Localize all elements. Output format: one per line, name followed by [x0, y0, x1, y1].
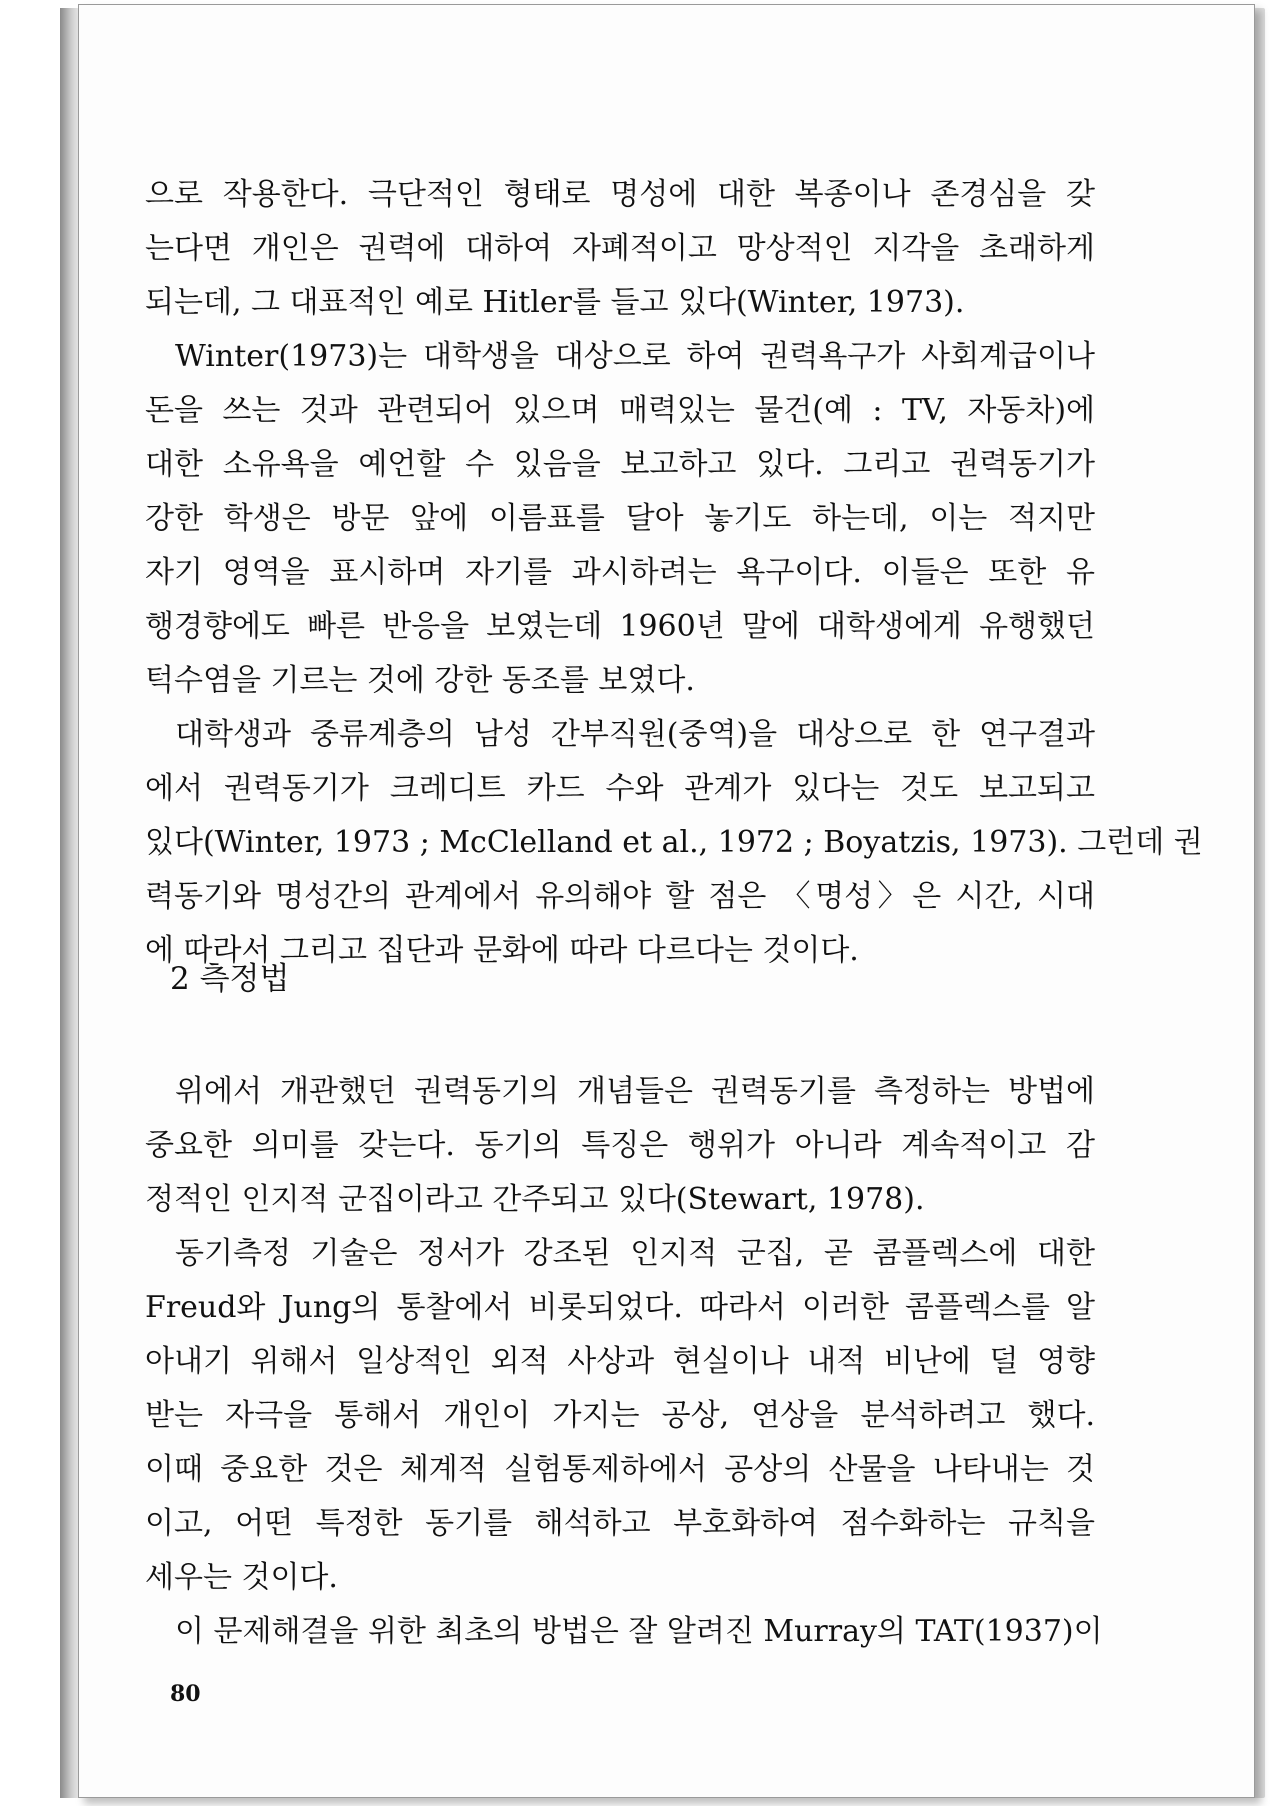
paragraph-block-2: [145, 1065, 1103, 1659]
text-line: 턱수염을 기르는 것에 강한 동조를 보였다.: [145, 663, 695, 698]
text-line: 이고, 어떤 특정한 동기를 해석하고 부호화하여 점수화하는 규칙을: [145, 1506, 1095, 1541]
text-line: 이 문제해결을 위한 최초의 방법은 잘 알려진 Murray의 TAT(1937)이: [175, 1614, 1103, 1649]
text-line: Winter(1973)는 대학생을 대상으로 하여 권력욕구가 사회계급이나: [175, 339, 1095, 374]
text-line: 행경향에도 빠른 반응을 보였는데 1960년 말에 대학생에게 유행했던: [145, 609, 1095, 644]
text-line: 에서 권력동기가 크레디트 카드 수와 관계가 있다는 것도 보고되고: [145, 771, 1095, 806]
page-edge: [60, 8, 78, 1798]
text-line: 있다(Winter, 1973 ; McClelland et al., 1972 ; Boyatzis, 1973). 그런데 권: [145, 825, 1203, 860]
text-line: 정적인 인지적 군집이라고 간주되고 있다(Stewart, 1978).: [145, 1182, 925, 1217]
text-line: 받는 자극을 통해서 개인이 가지는 공상, 연상을 분석하려고 했다.: [145, 1398, 1095, 1433]
text-line: 중요한 의미를 갖는다. 동기의 특징은 행위가 아니라 계속적이고 감: [145, 1128, 1095, 1163]
text-line: 으로 작용한다. 극단적인 형태로 명성에 대한 복종이나 존경심을 갖: [145, 177, 1095, 212]
text-line: 세우는 것이다.: [145, 1560, 338, 1595]
text-line: 대한 소유욕을 예언할 수 있음을 보고하고 있다. 그리고 권력동기가: [145, 447, 1095, 482]
text-line: 대학생과 중류계층의 남성 간부직원(중역)을 대상으로 한 연구결과: [175, 717, 1095, 752]
text-line: 강한 학생은 방문 앞에 이름표를 달아 놓기도 하는데, 이는 적지만: [145, 501, 1095, 536]
text-line: 되는데, 그 대표적인 예로 Hitler를 들고 있다(Winter, 1973).: [145, 285, 965, 320]
text-line: 위에서 개관했던 권력동기의 개념들은 권력동기를 측정하는 방법에: [175, 1074, 1095, 1109]
text-line: 에 따라서 그리고 집단과 문화에 따라 다르다는 것이다.: [145, 933, 859, 968]
section-heading: 2 측정법: [170, 961, 290, 997]
text-line: 동기측정 기술은 정서가 강조된 인지적 군집, 곧 콤플렉스에 대한: [175, 1236, 1095, 1271]
page-number: 80: [170, 1681, 201, 1707]
paragraph-block-1: [145, 168, 1203, 978]
text-line: 아내기 위해서 일상적인 외적 사상과 현실이나 내적 비난에 덜 영향: [145, 1344, 1095, 1379]
text-line: 는다면 개인은 권력에 대하여 자폐적이고 망상적인 지각을 초래하게: [145, 231, 1095, 266]
text-line: 자기 영역을 표시하며 자기를 과시하려는 욕구이다. 이들은 또한 유: [145, 555, 1095, 590]
text-line: 돈을 쓰는 것과 관련되어 있으며 매력있는 물건(예 : TV, 자동차)에: [145, 393, 1095, 428]
text-line: 이때 중요한 것은 체계적 실험통제하에서 공상의 산물을 나타내는 것: [145, 1452, 1095, 1487]
text-line: Freud와 Jung의 통찰에서 비롯되었다. 따라서 이러한 콤플렉스를 알: [145, 1290, 1095, 1325]
text-line: 력동기와 명성간의 관계에서 유의해야 할 점은 〈명성〉은 시간, 시대: [145, 879, 1095, 914]
